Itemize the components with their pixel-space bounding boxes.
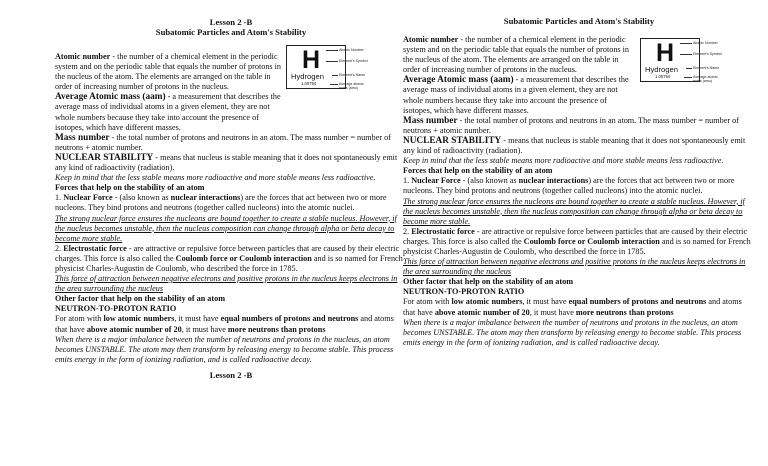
nuclear-force-paragraph: 1. Nuclear Force - (also known as nuclear interactions) are the forces that act between two or more nucleons. They bind protons and neutrons (together called nucleons) into the atomic nuclei. [403, 176, 735, 196]
card-leader-line [686, 68, 692, 69]
keep-in-mind-note: Keep in mind that the less stable means more radioactive and more stable means less radioactive. [403, 156, 724, 166]
electrostatic-force-term: Electrostatic force [411, 226, 475, 236]
mass-number-term: Mass number [55, 132, 110, 143]
card-label: Element's Symbol [339, 59, 368, 63]
stability-definition: - means that nucleus is stable meaning that it does not spontaneously emit any kind of radioactivity (radiation). [403, 135, 746, 156]
ratio-heading: NEUTRON-TO-PROTON RATIO [403, 287, 525, 297]
card-label: Average atomic mass (amu) [693, 75, 718, 83]
atomic-number-paragraph [403, 35, 635, 75]
aam-paragraph [55, 92, 285, 132]
electrostatic-force-paragraph: 2. Electrostatic force - are attractive or repulsive force between particles that are caused by their electric charges. This force is also called the Coulomb force or Coulomb interaction and is so named for French physicist Charles-Augustin de Coulomb, who described the force in 1785. [55, 243, 403, 273]
ratio-heading: NEUTRON-TO-PROTON RATIO [55, 304, 177, 314]
nuclear-force-note: The strong nuclear force ensures the nucleons are bound together to create a stable nucleus. However, if the nucleus becomes unstable, then the nucleus composition can change through alpha or beta decay to become more stable. [55, 213, 397, 243]
card-leader-line [332, 75, 338, 76]
mass-number-paragraph [55, 133, 407, 153]
aam-paragraph [403, 75, 635, 115]
element-name: Hydrogen [645, 65, 678, 74]
stability-term: NUCLEAR STABILITY [403, 135, 502, 146]
atomic-number-paragraph [55, 52, 285, 92]
stability-paragraph [55, 153, 407, 173]
nuclear-force-note: The strong nuclear force ensures the nucleons are bound together to create a stable nucleus. However, if the nucleus becomes unstable, then the nucleus composition can change through alpha or beta decay to become more stable. [403, 196, 745, 226]
hydrogen-element-card [640, 38, 700, 82]
nuclear-force-term: Nuclear Force [63, 193, 113, 203]
aam-term: Average Atomic mass (aam) [403, 75, 514, 86]
card-label: Atomic Number [339, 48, 364, 52]
card-label: Atomic Number [693, 41, 718, 45]
card-label: Average atomic mass (amu) [339, 82, 364, 90]
element-symbol: H [656, 39, 675, 67]
aam-term: Average Atomic mass (aam) [55, 92, 166, 103]
element-mass: 1.00794 [655, 74, 671, 79]
ratio-paragraph: For atom with low atomic numbers, it must have equal numbers of protons and neutrons and atoms that have above atomic number of 20, it must have more neutrons than protons [403, 297, 742, 317]
card-leader-line [684, 77, 692, 78]
atomic-number-term: Atomic number [55, 52, 111, 61]
mass-number-definition: - the total number of protons and neutrons in an atom. The mass number = number of neutrons + atomic number. [403, 115, 739, 135]
forces-heading: Forces that help on the stability of an atom [55, 183, 205, 193]
card-leader-line [680, 43, 692, 44]
mass-number-paragraph [403, 116, 755, 136]
other-factor-heading: Other factor that help on the stability of an atom [403, 277, 574, 287]
aam-definition: - a measurement that describes the average mass of individual atoms in a given element, they are not whole numbers because they take into account the presence of isotopes, which have different masses. [403, 75, 629, 115]
card-label: Element's Name [693, 66, 720, 70]
lesson-heading-bottom: Lesson 2 -B [209, 369, 253, 380]
ratio-paragraph: For atom with low atomic numbers, it must have equal numbers of protons and neutrons and atoms that have above atomic number of 20, it must have more neutrons than protons [55, 314, 394, 334]
element-symbol: H [302, 46, 321, 74]
document-subtitle: Subatomic Particles and Atom's Stability [155, 27, 307, 37]
card-label: Element's Symbol [693, 52, 722, 56]
nuclear-force-term: Nuclear Force [411, 176, 461, 186]
mass-number-term: Mass number [403, 115, 458, 126]
electrostatic-force-note: This force of attraction between negative electrons and positive protons in the nucleus keeps electrons in the area surrounding the nucleus [403, 257, 746, 277]
keep-in-mind-note: Keep in mind that the less stable means more radioactive and more stable means less radioactive. [55, 173, 376, 183]
card-label: Element's Name [339, 73, 366, 77]
imbalance-paragraph: When there is a major imbalance between the number of neutrons and protons in the nucleus, an atom becomes UNSTABLE. The atom may then transform by releasing energy to become stable. This process emits energy in the form of ionizing radiation, and is called radioactive decay. [55, 334, 394, 364]
element-name: Hydrogen [291, 72, 324, 81]
card-leader-line [330, 84, 338, 85]
hydrogen-element-card [286, 45, 346, 89]
card-leader-line [326, 61, 338, 62]
lesson-heading-top: Lesson 2 -B [209, 17, 253, 27]
electrostatic-force-note: This force of attraction between negative electrons and positive protons in the nucleus keeps electrons in the area surrounding the nucleus [55, 274, 398, 294]
atomic-number-definition: - the number of a chemical element in the periodic system and on the periodic table that equals the number of protons in the nucleus of the atom. The elements are arranged on the table in order of increasing number of protons in the nucleus. [403, 35, 630, 75]
nuclear-force-paragraph: 1. Nuclear Force - (also known as nuclear interactions) are the forces that act between two or more nucleons. They bind protons and neutrons (together called nucleons) into the atomic nuclei. [55, 193, 387, 213]
mass-number-definition: - the total number of protons and neutrons in an atom. The mass number = number of neutrons + atomic number. [55, 132, 391, 152]
card-leader-line [680, 54, 692, 55]
stability-paragraph [403, 136, 755, 156]
electrostatic-force-paragraph: 2. Electrostatic force - are attractive or repulsive force between particles that are caused by their electric charges. This force is also called the Coulomb force or Coulomb interaction and is so named for French physicist Charles-Augustin de Coulomb, who described the force in 1785. [403, 226, 751, 256]
imbalance-paragraph: When there is a major imbalance between the number of neutrons and protons in the nucleus, an atom becomes UNSTABLE. The atom may then transform by releasing energy to become stable. This process emits energy in the form of ionizing radiation, and is called radioactive decay. [403, 317, 742, 347]
stability-definition: - means that nucleus is stable meaning that it does not spontaneously emit any kind of radioactivity (radiation). [55, 152, 398, 173]
atomic-number-definition: - the number of a chemical element in the periodic system and on the periodic table that equals the number of protons in the nucleus of the atom. The elements are arranged on the table in order of increasing number of protons in the nucleus. [55, 52, 282, 92]
other-factor-heading: Other factor that help on the stability of an atom [55, 294, 226, 304]
stability-term: NUCLEAR STABILITY [55, 152, 154, 163]
aam-definition: - a measurement that describes the average mass of individual atoms in a given element, they are not whole numbers because they take into account the presence of isotopes, which have different masses. [55, 92, 281, 132]
forces-heading: Forces that help on the stability of an atom [403, 166, 553, 176]
atomic-number-term: Atomic number [403, 35, 459, 44]
card-leader-line [326, 50, 338, 51]
left-column [55, 0, 407, 380]
electrostatic-force-term: Electrostatic force [63, 243, 127, 253]
element-mass: 1.00794 [301, 81, 317, 86]
document-subtitle: Subatomic Particles and Atom's Stability [503, 16, 655, 26]
